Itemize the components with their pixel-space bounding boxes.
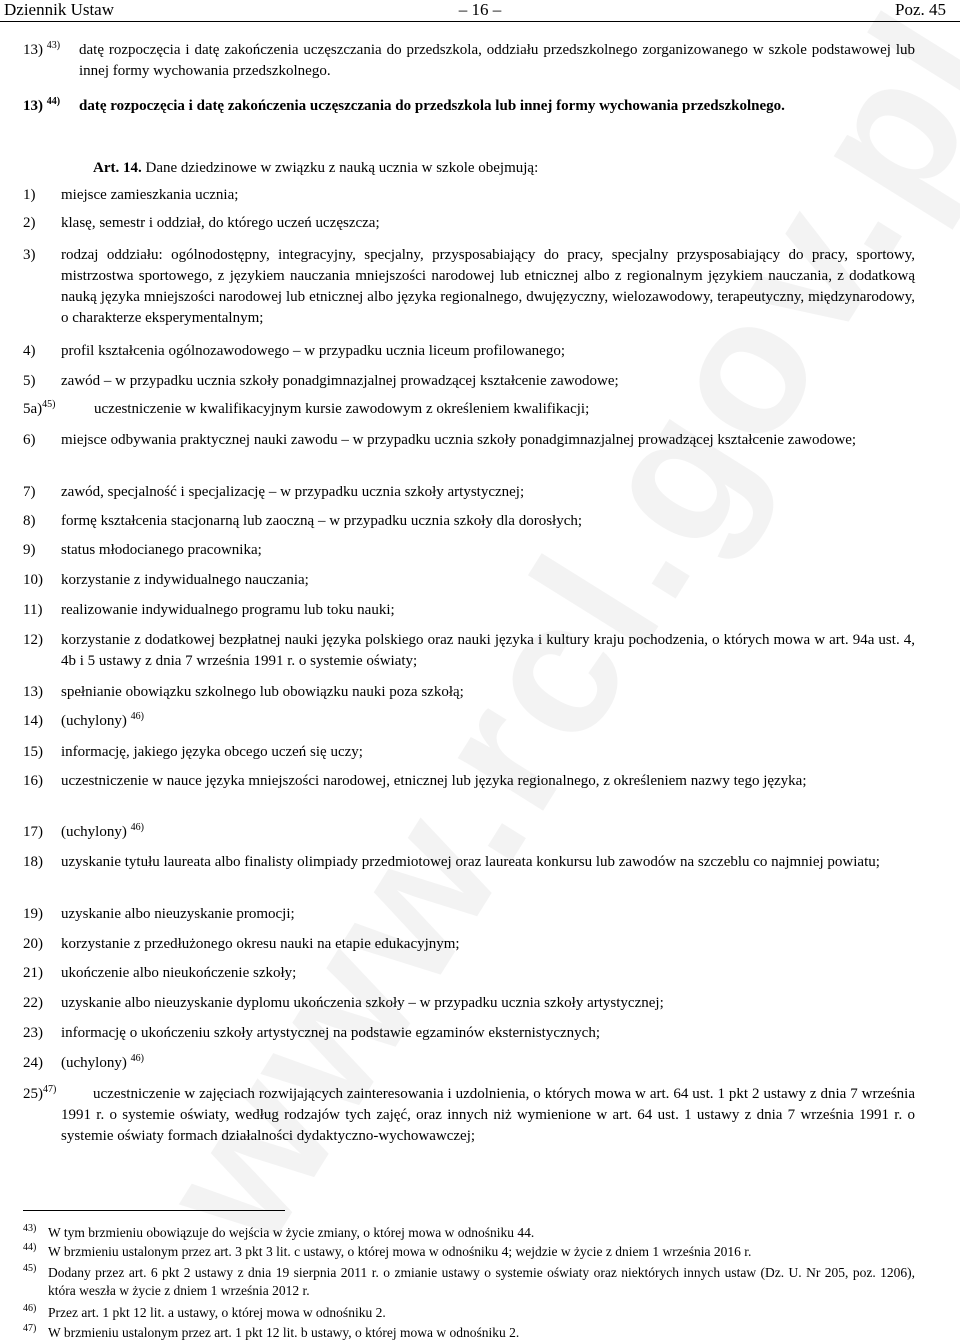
item-number: 22) (23, 995, 43, 1011)
footnote-text: W tym brzmieniu obowiązuje do wejścia w życie zmiany, o której mowa w odnośniku 44. (48, 1225, 535, 1240)
item-text: datę rozpoczęcia i datę zakończenia uczęszczania do przedszkola, oddziału przedszkolnego zorganizowanego w szkole podstawowej lub innej formy wychowania przedszkolnego. (79, 42, 915, 79)
item-number: 13) (23, 684, 43, 700)
item-number: 16) (23, 773, 43, 789)
item-number: 2) (23, 215, 36, 231)
footnote-divider (23, 1210, 285, 1211)
item-number: 25) (23, 1086, 43, 1102)
item-number: 15) (23, 744, 43, 760)
article-label: Art. 14. (93, 160, 142, 176)
item-text: uczestniczenie w zajęciach rozwijających zainteresowania i uzdolnienia, o których mowa w art. 64 ust. 1 pkt 2 ustawy z dnia 7 września 1991 r. o systemie oświaty, według rodzajów tych zajęć, oraz innych niż wymienione w art. 64 ust. 1 ustawy z dnia 7 września 1991 r. o systemie oświaty formach działalności dydaktyczno-wychowawczej; (61, 1086, 915, 1144)
footnote-text: W brzmieniu ustalonym przez art. 3 pkt 3 lit. c ustawy, o której mowa w odnośniku 4; wejdzie w życie z dniem 1 września 2016 r. (48, 1244, 752, 1259)
item-number: 18) (23, 854, 43, 870)
footnote-number: 44) (23, 1242, 37, 1253)
footnote-text: Przez art. 1 pkt 12 lit. a ustawy, o której mowa w odnośniku 2. (48, 1305, 386, 1320)
item-number: 23) (23, 1025, 43, 1041)
item-number: 19) (23, 906, 43, 922)
footnote-ref[interactable]: 44) (46, 96, 61, 107)
item-text: miejsce odbywania praktycznej nauki zawodu – w przypadku ucznia szkoły ponadgimnazjalnej prowadzącej kształcenie zawodowe; (61, 432, 857, 448)
item-text: korzystanie z przedłużonego okresu nauki na etapie edukacyjnym; (61, 936, 460, 952)
position-number: Poz. 45 (895, 0, 946, 19)
item-text: realizowanie indywidualnego programu lub toku nauki; (61, 602, 395, 618)
item-text: uzyskanie albo nieuzyskanie promocji; (61, 906, 295, 922)
item-text: uzyskanie albo nieuzyskanie dyplomu ukończenia szkoły – w przypadku ucznia szkoły artystycznej; (61, 995, 664, 1011)
item-number: 9) (23, 542, 36, 558)
footnote-number: 47) (23, 1323, 37, 1334)
item-text: zawód, specjalność i specjalizację – w przypadku ucznia szkoły artystycznej; (61, 484, 525, 500)
item-text: status młodocianego pracownika; (61, 542, 262, 558)
item-text: (uchylony) (61, 1055, 127, 1071)
item-number: 20) (23, 936, 43, 952)
item-number: 8) (23, 513, 36, 529)
item-text: (uchylony) (61, 824, 127, 840)
item-text: uczestniczenie w kwalifikacyjnym kursie zawodowym z określeniem kwalifikacji; (94, 401, 590, 417)
item-number: 24) (23, 1055, 43, 1071)
footnote-text: W brzmieniu ustalonym przez art. 1 pkt 12 lit. b ustawy, o której mowa w odnośniku 2. (48, 1325, 520, 1340)
item-number: 7) (23, 484, 36, 500)
item-number: 1) (23, 187, 36, 203)
journal-title: Dziennik Ustaw (4, 0, 115, 19)
header-divider (0, 21, 960, 22)
item-number: 3) (23, 247, 36, 263)
page-header (0, 0, 960, 20)
item-number: 14) (23, 713, 43, 729)
item-text: formę kształcenia stacjonarną lub zaoczną – w przypadku ucznia szkoły dla dorosłych; (61, 513, 583, 529)
item-text: datę rozpoczęcia i datę zakończenia uczęszczania do przedszkola lub innej formy wychowania przedszkolnego. (79, 98, 785, 114)
item-text: ukończenie albo nieukończenie szkoły; (61, 965, 297, 981)
item-number: 5) (23, 373, 36, 389)
item-text: uczestniczenie w nauce języka mniejszości narodowej, etnicznej lub języka regionalnego, z określeniem nazwy tego języka; (61, 773, 807, 789)
intro-item-13-new (23, 96, 915, 140)
item-number: 10) (23, 572, 43, 588)
item-number: 5a) (23, 401, 43, 417)
item-text: uzyskanie tytułu laureata albo finalisty olimpiady przedmiotowej oraz laureata konkursu lub zawodów na szczeblu co najmniej powiatu; (61, 854, 880, 870)
item-text: klasę, semestr i oddział, do którego uczeń uczęszcza; (61, 215, 380, 231)
item-text: miejsce zamieszkania ucznia; (61, 187, 239, 203)
footnote-number: 43) (23, 1223, 37, 1234)
item-number: 13) (23, 42, 43, 58)
page-number: – 16 – (458, 0, 502, 19)
item-text: (uchylony) (61, 713, 127, 729)
item-number: 4) (23, 343, 36, 359)
footnote-ref[interactable]: 46) (130, 711, 144, 722)
item-text: informację o ukończeniu szkoły artystycznej na podstawie egzaminów eksternistycznych; (61, 1025, 600, 1041)
item-text: korzystanie z indywidualnego nauczania; (61, 572, 309, 588)
footnote-ref[interactable]: 46) (130, 1053, 144, 1064)
footnote-ref[interactable]: 47) (43, 1084, 57, 1095)
intro-item-13-old (23, 40, 915, 84)
footnote-ref[interactable]: 43) (46, 40, 61, 51)
item-text: zawód – w przypadku ucznia szkoły ponadgimnazjalnej prowadzącej kształcenie zawodowe; (61, 373, 619, 389)
item-text: korzystanie z dodatkowej bezpłatnej nauki języka polskiego oraz nauki języka i kultury kraju pochodzenia, o których mowa w art. 94a ust. 4, 4b i 5 ustawy z dnia 7 września 1991 r. o systemie oświaty; (61, 632, 915, 669)
item-text: informację, jakiego języka obcego uczeń się uczy; (61, 744, 363, 760)
item-number: 17) (23, 824, 43, 840)
footnote-number: 46) (23, 1303, 37, 1314)
footnote-number: 45) (23, 1263, 37, 1274)
item-text: spełnianie obowiązku szkolnego lub obowiązku nauki poza szkołą; (61, 684, 464, 700)
item-number: 12) (23, 632, 43, 648)
article-heading (93, 158, 913, 179)
footnote-text: Dodany przez art. 6 pkt 2 ustawy z dnia 19 sierpnia 2011 r. o zmianie ustawy o systemie oświaty oraz niektórych innych ustaw (Dz. U. Nr 205, poz. 1206), która weszła w życie z dniem 1 września 2012 r. (48, 1265, 915, 1298)
footnote-ref[interactable]: 46) (130, 822, 144, 833)
item-text: profil kształcenia ogólnozawodowego – w przypadku ucznia liceum profilowanego; (61, 343, 566, 359)
item-number: 11) (23, 602, 43, 618)
item-number: 21) (23, 965, 43, 981)
item-text: rodzaj oddziału: ogólnodostępny, integracyjny, specjalny, przysposabiający do pracy, specjalny przysposabiający do pracy, sportowy, mistrzostwa sportowego, z językiem nauczania mniejszości narodowej lub etnicznej albo z regionalnym językiem nauczania, z dodatkową nauką języka mniejszości narodowej lub etnicznej albo języka regionalnego, dwujęzyczny, wielozawodowy, terapeutyczny, międzynarodowy, o charakterze eksperymentalnym; (61, 247, 915, 326)
item-number: 13) (23, 98, 43, 114)
footnote-ref[interactable]: 45) (42, 399, 56, 410)
article-intro-text: Dane dziedzinowe w związku z nauką ucznia w szkole obejmują: (145, 160, 539, 176)
item-number: 6) (23, 432, 36, 448)
